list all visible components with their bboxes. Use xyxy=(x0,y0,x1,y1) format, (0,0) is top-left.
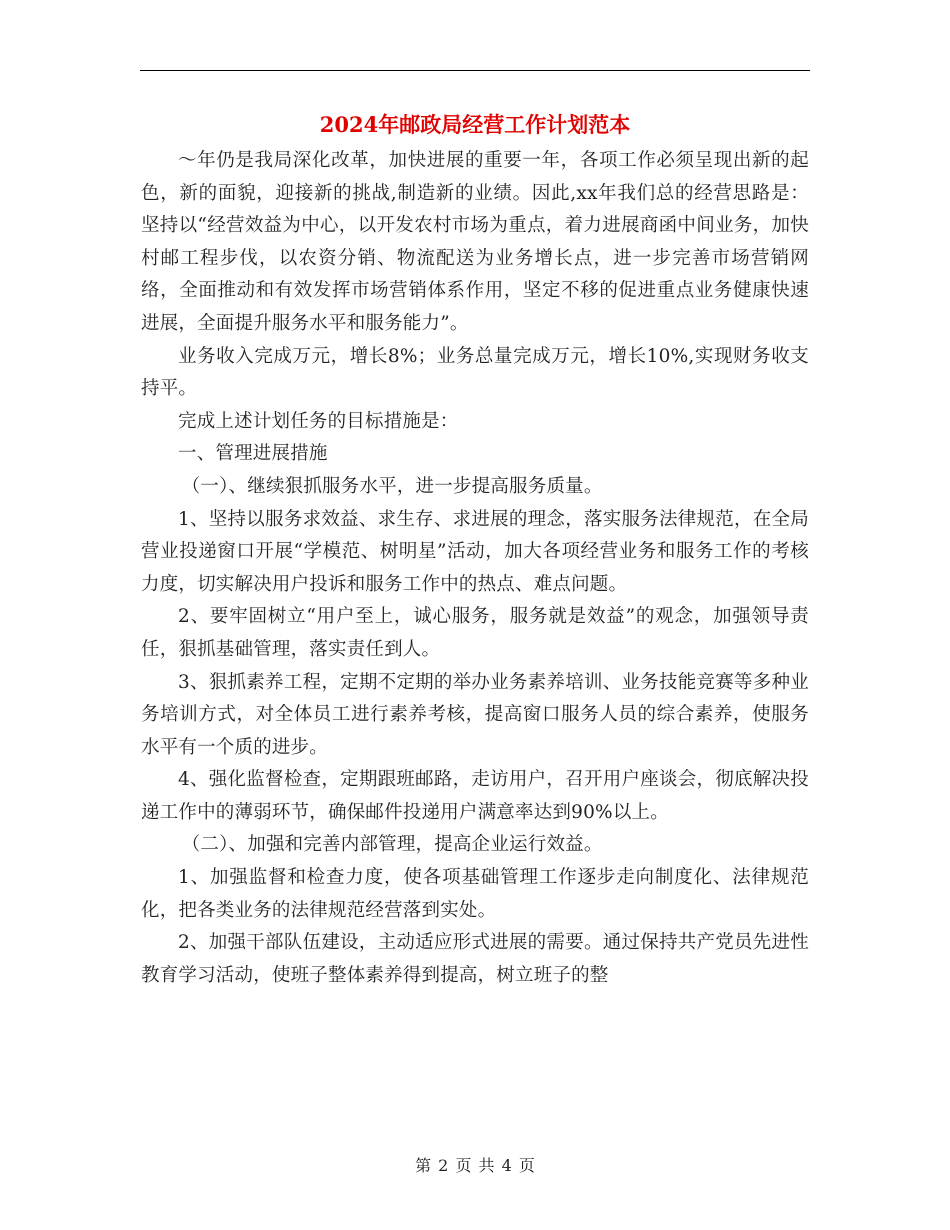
paragraph: 1、坚持以服务求效益、求生存、求进展的理念，落实服务法律规范，在全局营业投递窗口开展“学模范、树明星”活动，加大各项经营业务和服务工作的考核力度，切实解决用户投诉和服务工作中的热点、难点问题。 xyxy=(141,508,809,595)
paragraph: 业务收入完成万元，增长8%；业务总量完成万元，增长10%,实现财务收支持平。 xyxy=(141,345,809,400)
page-number: 第 2 页 共 4 页 xyxy=(415,1156,535,1175)
document-body xyxy=(141,145,809,992)
paragraph: 2、要牢固树立“用户至上，诚心服务，服务就是效益”的观念，加强领导责任，狠抓基础管理，落实责任到人。 xyxy=(141,606,809,660)
subsection-heading: （一）、继续狠抓服务水平，进一步提高服务质量。 xyxy=(181,475,603,497)
paragraph: ～年仍是我局深化改革，加快进展的重要一年，各项工作必须呈现出新的起色，新的面貌，迎接新的挑战,制造新的业绩。因此,xx年我们总的经营思路是：坚持以“经营效益为中心，以开发农村市场为重点，着力进展商函中间业务，加快村邮工程步伐，以农资分销、物流配送为业务增长点，进一步完善市场营销网络，全面推动和有效发挥市场营销体系作用，坚定不移的促进重点业务健康快速进展，全面提升服务水平和服务能力”。 xyxy=(141,150,809,334)
paragraph: 完成上述计划任务的目标措施是： xyxy=(178,410,459,432)
header-rule xyxy=(140,70,810,71)
paragraph: 4、强化监督检查，定期跟班邮路，走访用户，召开用户座谈会，彻底解决投递工作中的薄弱环节，确保邮件投递用户满意率达到90%以上。 xyxy=(141,769,809,823)
document-title: 2024年邮政局经营工作计划范本 xyxy=(319,112,631,137)
paragraph: 3、狠抓素养工程，定期不定期的举办业务素养培训、业务技能竞赛等多种业务培训方式，对全体员工进行素养考核，提高窗口服务人员的综合素养，使服务水平有一个质的进步。 xyxy=(141,671,809,758)
paragraph: 1、加强监督和检查力度，使各项基础管理工作逐步走向制度化、法律规范化，把各类业务的法律规范经营落到实处。 xyxy=(141,867,809,921)
section-heading: 一、管理进展措施 xyxy=(178,443,328,465)
paragraph: 2、加强干部队伍建设，主动适应形式进展的需要。通过保持共产党员先进性教育学习活动，使班子整体素养得到提高，树立班子的整 xyxy=(141,932,809,986)
subsection-heading: （二）、加强和完善内部管理，提高企业运行效益。 xyxy=(181,834,603,856)
